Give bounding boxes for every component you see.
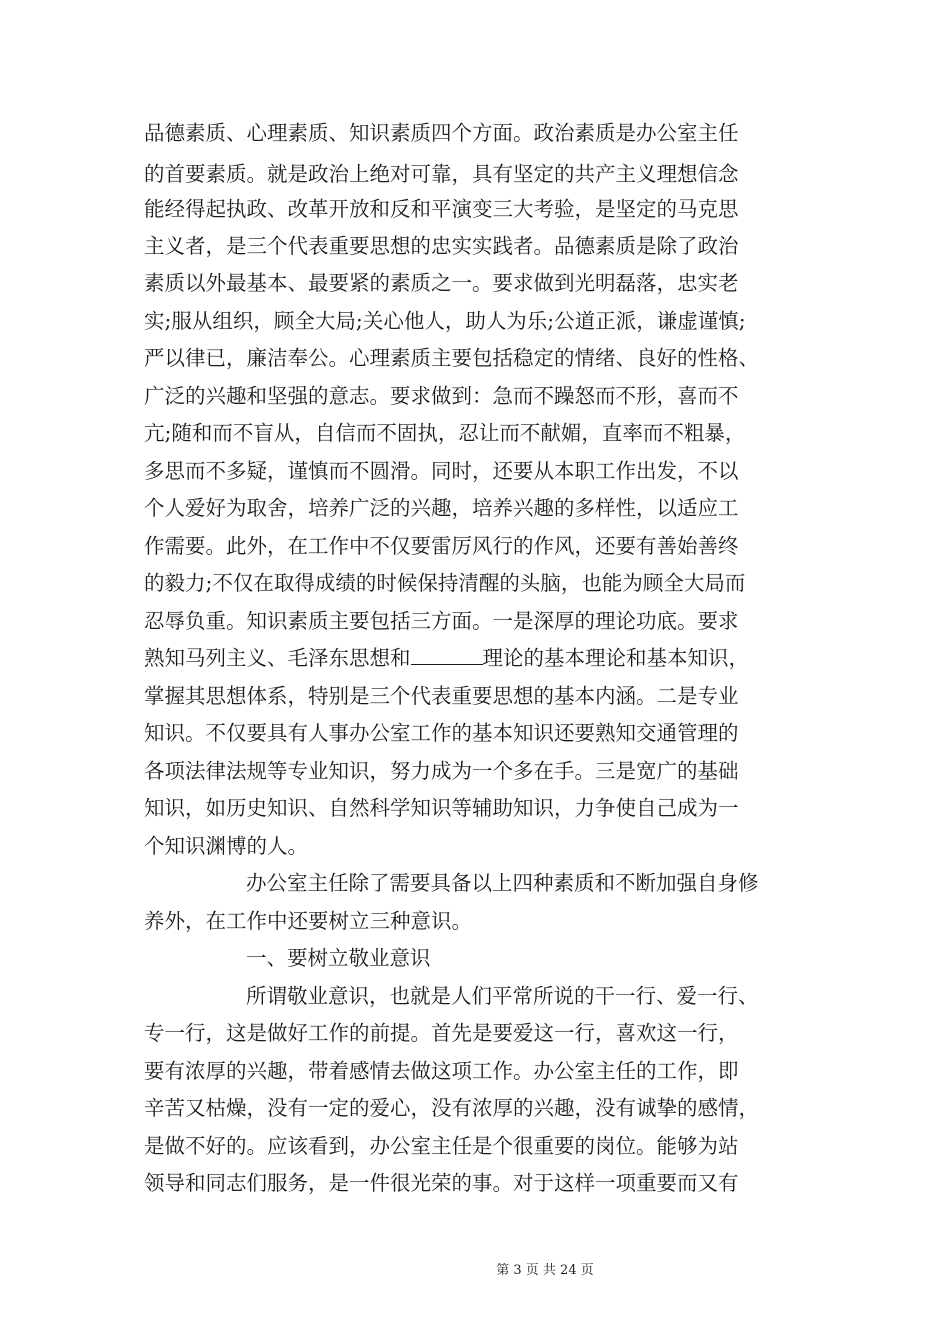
body-line: 忍辱负重。知识素质主要包括三方面。一是深厚的理论功底。要求: [144, 609, 739, 633]
body-line: 严以律已，廉洁奉公。心理素质主要包括稳定的情绪、良好的性格、: [144, 346, 759, 370]
body-line: 实;服从组织，顾全大局;关心他人，助人为乐;公道正派，谦虚谨慎;: [144, 309, 746, 333]
body-line: 作需要。此外，在工作中不仅要雷厉风行的作风，还要有善始善终: [144, 534, 739, 558]
body-line: 掌握其思想体系，特别是三个代表重要思想的基本内涵。二是专业: [144, 684, 739, 708]
body-line: 广泛的兴趣和坚强的意志。要求做到：急而不躁怒而不形，喜而不: [144, 384, 739, 408]
body-line: 要有浓厚的兴趣，带着感情去做这项工作。办公室主任的工作，即: [144, 1059, 739, 1083]
body-line: 知识，如历史知识、自然科学知识等辅助知识，力争使自己成为一: [144, 796, 739, 820]
body-line: 个知识渊博的人。: [144, 834, 308, 858]
body-line: 辛苦又枯燥，没有一定的爱心，没有浓厚的兴趣，没有诚挚的感情，: [144, 1096, 759, 1120]
page-number: 第 3 页 共 24 页: [496, 1263, 594, 1278]
body-line: 养外，在工作中还要树立三种意识。: [144, 909, 472, 933]
body-line: 多思而不多疑，谨慎而不圆滑。同时，还要从本职工作出发，不以: [144, 459, 739, 483]
paragraph-first-line: 办公室主任除了需要具备以上四种素质和不断加强自身修: [246, 871, 759, 895]
body-line: 的首要素质。就是政治上绝对可靠，具有坚定的共产主义理想信念: [144, 162, 739, 186]
body-line: 专一行，这是做好工作的前提。首先是要爱这一行，喜欢这一行，: [144, 1021, 739, 1045]
body-line: 领导和同志们服务，是一件很光荣的事。对于这样一项重要而又有: [144, 1171, 739, 1195]
body-line: 是做不好的。应该看到，办公室主任是个很重要的岗位。能够为站: [144, 1134, 739, 1158]
body-line: 素质以外最基本、最要紧的素质之一。要求做到光明磊落，忠实老: [144, 271, 739, 295]
body-line-with-blank: [144, 642, 824, 674]
body-text: 理论的基本理论和基本知识，: [482, 646, 749, 670]
body-line: 各项法律法规等专业知识，努力成为一个多在手。三是宽广的基础: [144, 759, 739, 783]
paragraph-first-line: 所谓敬业意识，也就是人们平常所说的干一行、爱一行、: [246, 984, 759, 1008]
body-line: 品德素质、心理素质、知识素质四个方面。政治素质是办公室主任: [144, 121, 739, 145]
body-line: 亢;随和而不盲从，自信而不固执，忍让而不献媚，直率而不粗暴，: [144, 421, 746, 445]
body-line: 的毅力;不仅在取得成绩的时候保持清醒的头脑，也能为顾全大局而: [144, 571, 746, 595]
body-line: 知识。不仅要具有人事办公室工作的基本知识还要熟知交通管理的: [144, 721, 739, 745]
fill-in-blank: [411, 642, 483, 665]
section-heading: 一、要树立敬业意识: [246, 946, 431, 970]
body-line: 个人爱好为取舍，培养广泛的兴趣，培养兴趣的多样性，以适应工: [144, 496, 739, 520]
body-line: 能经得起执政、改革开放和反和平演变三大考验，是坚定的马克思: [144, 197, 739, 221]
body-text: 熟知马列主义、毛泽东思想和: [144, 646, 411, 670]
body-line: 主义者，是三个代表重要思想的忠实实践者。品德素质是除了政治: [144, 234, 739, 258]
